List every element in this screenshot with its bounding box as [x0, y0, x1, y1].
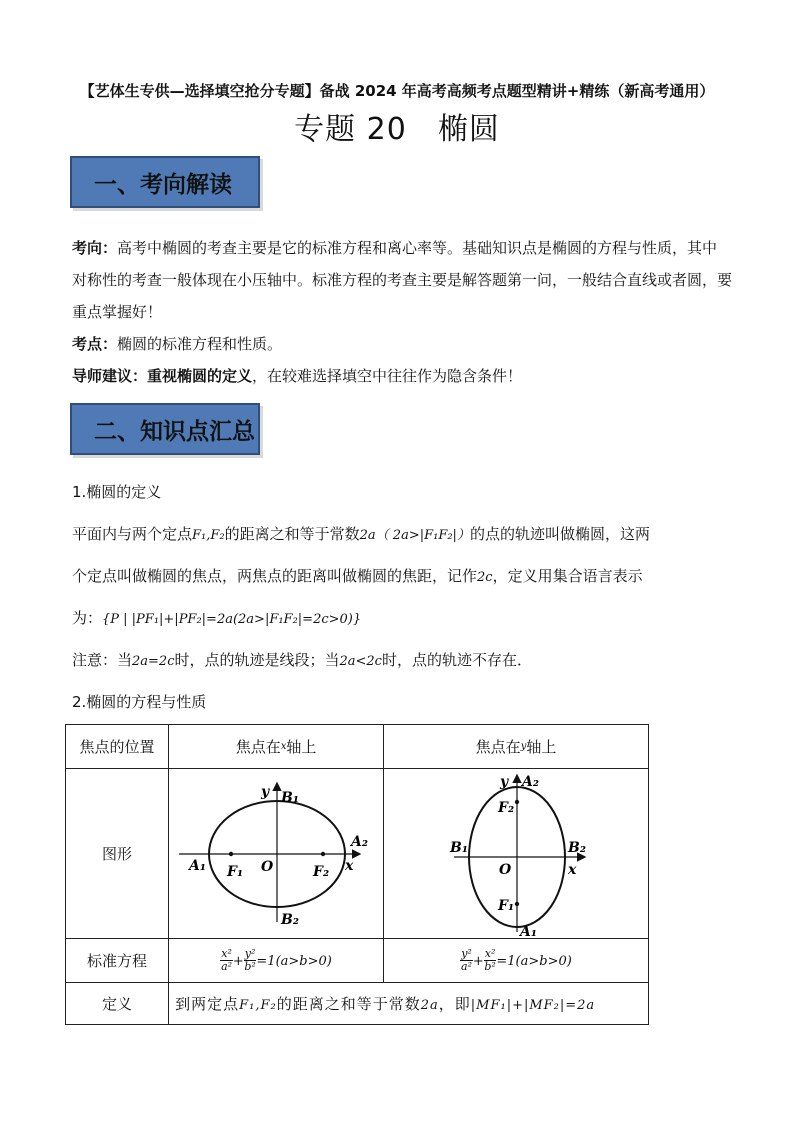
def-2a: 2a	[359, 528, 376, 543]
table-cell	[384, 769, 649, 939]
table-cell: $\frac{\text{y²}}{\text{a²}}$ + $\frac{\text{x²}}{\text{b²}}$ =1(a>b>0)	[384, 939, 649, 983]
ellipse-properties-table	[65, 724, 649, 1025]
def-set-notation: {P | |PF₁|+|PF₂|=2a(2a>|F₁F₂|=2c>0)}	[102, 612, 362, 627]
fraction: $\frac{\text{x²}}{\text{a²}}$	[221, 947, 233, 973]
def-condition: （ 2a>|F₁F₂|）	[375, 528, 470, 543]
fraction: $\frac{\text{y²}}{\text{a²}}$	[461, 947, 473, 973]
kaoxiang-paragraph	[72, 232, 732, 328]
def-text: 平面内与两个定点	[72, 525, 193, 543]
def-text: 个定点叫做椭圆的焦点，两焦点的距离叫做椭圆的焦距，记作	[72, 567, 478, 585]
def-2c: 2c	[477, 570, 493, 585]
kaoxiang-text: 高考中椭圆的考查主要是它的标准方程和离心率等。基础知识点是椭圆的方程与性质，其中对称性的考查一般体现在小压轴中。标准方程的考查主要是解答题第一问，一般结合直线或者圆，要重点掌握好！	[72, 239, 733, 321]
equation-tail: =1(a>b>0)	[496, 954, 572, 969]
table-row	[66, 983, 649, 1025]
cell-var: x	[280, 741, 287, 752]
label-y: y	[500, 773, 509, 790]
label-A1: A₁	[189, 857, 207, 874]
focus-point	[515, 799, 519, 803]
kaodian-label: 考点：	[72, 335, 118, 353]
cell-var: y	[520, 741, 527, 752]
advice-paragraph	[72, 360, 732, 392]
note-text: 时，点的轨迹不存在．	[381, 651, 532, 669]
kaodian-paragraph	[72, 328, 732, 360]
focus-point	[229, 851, 233, 855]
def-text: 的距离之和等于常数	[224, 525, 360, 543]
label-F2: F₂	[313, 863, 330, 880]
advice-bold: 重视椭圆的定义	[147, 367, 253, 385]
label-x: x	[345, 857, 354, 874]
note-text: 时，点的轨迹是线段；当	[174, 651, 340, 669]
section-heading-2: 二、知识点汇总	[70, 403, 260, 455]
table-row	[66, 725, 649, 769]
label-B1: B₁	[450, 839, 468, 856]
definition-heading: 1.椭圆的定义	[72, 483, 162, 501]
cell-text: 的距离之和等于常数	[276, 995, 421, 1013]
page-header: 【艺体生专供—选择填空抢分专题】备战 2024 年高考高频考点题型精讲+精练（新高考通用）	[79, 82, 715, 100]
cell-math: 2a	[420, 998, 439, 1013]
definition-line-2	[72, 560, 732, 594]
properties-heading: 2.椭圆的方程与性质	[72, 693, 207, 711]
cell-text: 轴上	[526, 738, 557, 756]
label-B1: B₁	[281, 789, 300, 806]
label-F2: F₂	[498, 799, 515, 816]
label-F1: F₁	[498, 897, 515, 914]
focus-point	[515, 901, 519, 905]
note-line	[72, 644, 732, 678]
label-A2: A₂	[351, 833, 369, 850]
label-F1: F₁	[227, 863, 244, 880]
label-B2: B₂	[281, 911, 300, 928]
page-title: 专题 20 椭圆	[294, 112, 500, 147]
table-cell: 定义	[66, 983, 169, 1025]
label-O: O	[499, 861, 512, 878]
table-cell	[384, 725, 649, 769]
cell-text: 轴上	[286, 738, 317, 756]
cell-math: |MF₁|+|MF₂|=2a	[470, 998, 596, 1013]
table-row	[66, 769, 649, 939]
horizontal-ellipse-figure	[169, 770, 381, 938]
label-B2: B₂	[568, 839, 586, 856]
table-cell: $\frac{\text{x²}}{\text{a²}}$ + $\frac{\text{y²}}{\text{b²}}$ =1(a>b>0)	[169, 939, 384, 983]
table-cell: 图形	[66, 769, 169, 939]
kaoxiang-label: 考向：	[72, 239, 118, 257]
focus-point	[321, 851, 325, 855]
definition-line-3	[72, 602, 732, 636]
label-A1: A₁	[520, 923, 538, 938]
cell-text: 到两定点	[175, 995, 240, 1013]
label-x: x	[568, 861, 577, 878]
table-cell	[169, 725, 384, 769]
vertical-ellipse-figure	[384, 770, 646, 938]
table-cell: 焦点的位置	[66, 725, 169, 769]
cell-text: 焦点在	[235, 738, 281, 756]
section-heading-1: 一、考向解读	[70, 156, 260, 208]
cell-math: F₁,F₂	[239, 998, 277, 1013]
note-lt: 2a<2c	[339, 654, 382, 669]
table-cell: 标准方程	[66, 939, 169, 983]
note-eq: 2a=2c	[132, 654, 175, 669]
equation-tail: =1(a>b>0)	[256, 954, 332, 969]
table-cell	[169, 769, 384, 939]
table-row	[66, 939, 649, 983]
label-O: O	[261, 858, 274, 875]
cell-text: 焦点在	[475, 738, 521, 756]
label-y: y	[261, 783, 270, 800]
note-text: 注意：当	[72, 651, 133, 669]
cell-text: ，即	[438, 995, 471, 1013]
fraction: $\frac{\text{x²}}{\text{b²}}$	[484, 947, 496, 973]
kaodian-text: 椭圆的标准方程和性质。	[117, 335, 283, 353]
table-cell	[169, 983, 649, 1025]
fraction: $\frac{\text{y²}}{\text{b²}}$	[244, 947, 256, 973]
label-A2: A₂	[522, 773, 540, 790]
def-text: ，定义用集合语言表示	[492, 567, 643, 585]
def-text: 的点的轨迹叫做椭圆，这两	[469, 525, 650, 543]
def-f1f2: F₁,F₂	[192, 528, 225, 543]
advice-label: 导师建议：	[72, 367, 148, 385]
def-text: 为：	[72, 609, 103, 627]
advice-text: ，在较难选择填空中往往作为隐含条件！	[252, 367, 523, 385]
definition-line-1	[72, 518, 732, 552]
